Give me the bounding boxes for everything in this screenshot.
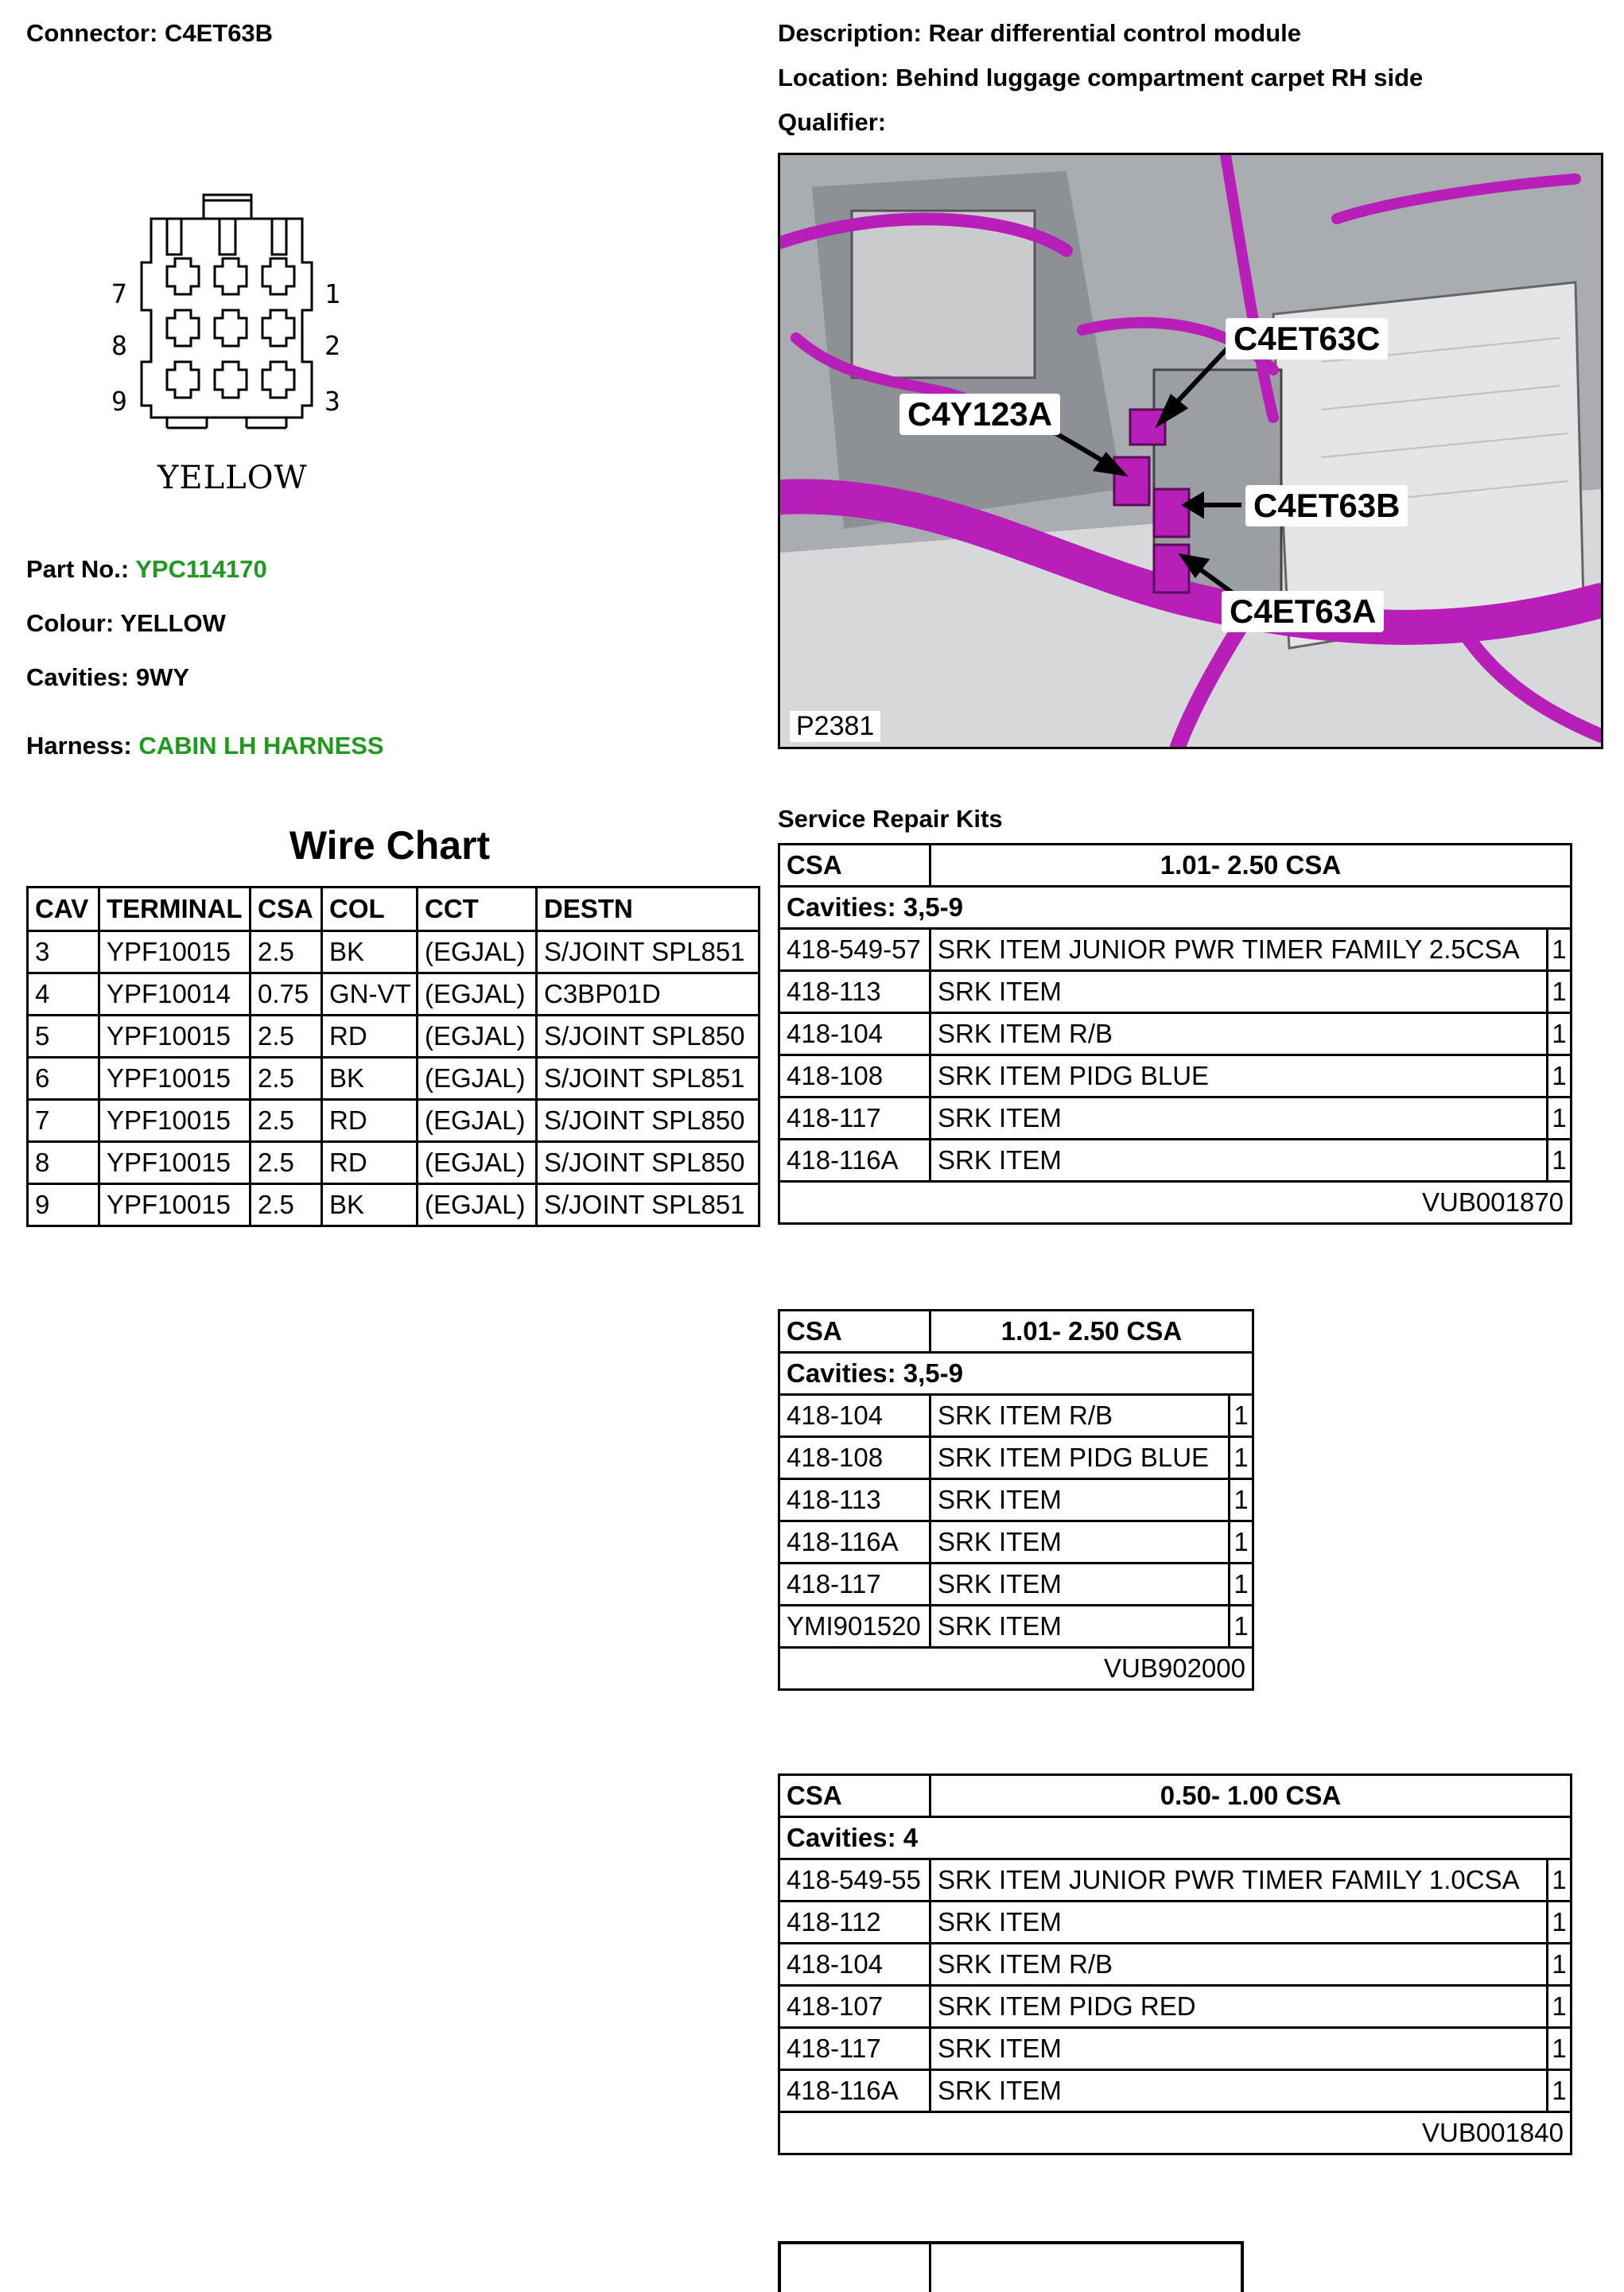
wire-chart-title: Wire Chart <box>289 823 491 868</box>
kit-part-number: 418-549-55 <box>779 1859 930 1902</box>
kit-item-description: SRK ITEM R/B <box>930 1944 1548 1986</box>
kit-item-quantity: 1 <box>1230 1479 1253 1521</box>
kit-part-number: 418-113 <box>779 971 930 1013</box>
location-value: Behind luggage compartment carpet RH side <box>896 64 1424 91</box>
kit-item-quantity: 1 <box>1548 1902 1572 1944</box>
kit-item-quantity: 1 <box>1548 2070 1572 2112</box>
wire-destination-cell: S/JOINT SPL850 <box>537 1142 760 1184</box>
kit-item-quantity: 1 <box>1230 1606 1253 1648</box>
wire-chart-row <box>28 1100 760 1142</box>
wire-circuit-cell: (EGJAL) <box>418 1016 537 1058</box>
cavities-label: Cavities: <box>26 663 130 691</box>
harness-field <box>26 732 384 760</box>
kit-item-description: SRK ITEM <box>930 1521 1230 1564</box>
wire-colour-cell: RD <box>322 1100 418 1142</box>
wire-chart-row <box>28 1016 760 1058</box>
wire-destination-cell: C3BP01D <box>537 973 760 1016</box>
kit-item-row <box>779 1013 1572 1055</box>
colour-value: YELLOW <box>120 609 226 637</box>
col-terminal-header: TERMINAL <box>99 888 251 931</box>
wire-destination-cell: S/JOINT SPL851 <box>537 1058 760 1100</box>
description-value: Rear differential control module <box>928 19 1301 47</box>
wire-chart-table <box>26 886 760 1227</box>
kit-item-description: SRK ITEM R/B <box>930 1395 1230 1437</box>
col-cct-header: CCT <box>418 888 537 931</box>
photo-reference: P2381 <box>790 711 880 742</box>
wire-cav-cell: 4 <box>28 973 99 1016</box>
wire-cav-cell: 8 <box>28 1142 99 1184</box>
kit-item-row <box>779 929 1572 971</box>
kit-item-quantity: 1 <box>1230 1521 1253 1564</box>
kit-csa-label: CSA <box>779 1311 930 1353</box>
description-field <box>778 19 1301 48</box>
wire-terminal-cell: YPF10015 <box>99 1058 251 1100</box>
kit-cavities-row <box>779 1353 1253 1395</box>
kit-item-quantity: 1 <box>1548 971 1572 1013</box>
photo-callout-c4et63b: C4ET63B <box>1245 485 1408 526</box>
wire-destination-cell: S/JOINT SPL851 <box>537 931 760 973</box>
kit-item-quantity: 1 <box>1548 1140 1572 1182</box>
kit-reference: VUB001870 <box>779 1182 1572 1224</box>
wire-chart-row <box>28 1184 760 1226</box>
kit-item-row <box>779 971 1572 1013</box>
kit-item-quantity: 1 <box>1230 1437 1253 1479</box>
kit-reference-row <box>779 2112 1572 2154</box>
kit-item-quantity: 1 <box>1548 1986 1572 2028</box>
wire-csa-cell: 2.5 <box>251 931 322 973</box>
kit-item-quantity: 1 <box>1230 1564 1253 1606</box>
wire-chart-row <box>28 973 760 1016</box>
wire-circuit-cell: (EGJAL) <box>418 1184 537 1226</box>
kit-item-row <box>779 1140 1572 1182</box>
wire-csa-cell: 2.5 <box>251 1058 322 1100</box>
kit-part-number: 418-116A <box>779 1140 930 1182</box>
connector-color-caption: YELLOW <box>157 460 308 496</box>
repair-kit-table <box>778 1773 1572 2155</box>
kit-part-number: 418-117 <box>779 2028 930 2070</box>
kit-part-number: 418-117 <box>779 1097 930 1140</box>
repair-kit-table <box>778 843 1572 1225</box>
next-kit-table-divider <box>929 2244 931 2292</box>
kit-part-number: YMI901520 <box>779 1606 930 1648</box>
kit-item-row <box>779 1479 1253 1521</box>
wire-csa-cell: 2.5 <box>251 1142 322 1184</box>
part-no-label: Part No.: <box>26 555 130 583</box>
kit-item-quantity: 1 <box>1548 2028 1572 2070</box>
kit-item-description: SRK ITEM <box>930 2028 1548 2070</box>
qualifier-label: Qualifier: <box>778 108 887 136</box>
kit-reference-row <box>779 1648 1253 1690</box>
wire-circuit-cell: (EGJAL) <box>418 1058 537 1100</box>
kit-cavities-row <box>779 1817 1572 1859</box>
wire-colour-cell: BK <box>322 1184 418 1226</box>
wire-csa-cell: 0.75 <box>251 973 322 1016</box>
kit-item-description: SRK ITEM JUNIOR PWR TIMER FAMILY 2.5CSA <box>930 929 1548 971</box>
kit-item-row <box>779 1437 1253 1479</box>
pin-label-2: 2 <box>324 330 340 361</box>
kit-item-description: SRK ITEM <box>930 971 1548 1013</box>
repair-kit-table <box>778 1309 1254 1691</box>
cavities-field <box>26 663 189 692</box>
harness-label: Harness: <box>26 732 132 759</box>
kit-header-row <box>779 1775 1572 1817</box>
wire-chart-header-row <box>28 888 760 931</box>
wire-cav-cell: 6 <box>28 1058 99 1100</box>
wire-terminal-cell: YPF10015 <box>99 1142 251 1184</box>
kit-csa-label: CSA <box>779 1775 930 1817</box>
col-csa-header: CSA <box>251 888 322 931</box>
wire-cav-cell: 3 <box>28 931 99 973</box>
kit-item-row <box>779 1564 1253 1606</box>
wire-destination-cell: S/JOINT SPL850 <box>537 1100 760 1142</box>
wire-terminal-cell: YPF10015 <box>99 931 251 973</box>
col-col-header: COL <box>322 888 418 931</box>
wire-colour-cell: GN-VT <box>322 973 418 1016</box>
wire-circuit-cell: (EGJAL) <box>418 1142 537 1184</box>
kit-item-description: SRK ITEM <box>930 1479 1230 1521</box>
connector-face-diagram <box>103 191 342 437</box>
kit-item-description: SRK ITEM JUNIOR PWR TIMER FAMILY 1.0CSA <box>930 1859 1548 1902</box>
kit-item-quantity: 1 <box>1548 929 1572 971</box>
kit-item-row <box>779 1395 1253 1437</box>
kit-csa-range: 0.50- 1.00 CSA <box>930 1775 1572 1817</box>
wire-chart-row <box>28 1142 760 1184</box>
service-repair-kits-title: Service Repair Kits <box>778 805 1003 833</box>
kit-reference: VUB902000 <box>779 1648 1253 1690</box>
kit-item-description: SRK ITEM <box>930 1902 1548 1944</box>
photo-callout-c4et63a: C4ET63A <box>1222 591 1384 632</box>
colour-label: Colour: <box>26 609 115 637</box>
pin-label-8: 8 <box>111 330 127 361</box>
kit-part-number: 418-116A <box>779 2070 930 2112</box>
kit-item-row <box>779 2028 1572 2070</box>
wire-terminal-cell: YPF10015 <box>99 1184 251 1226</box>
wire-circuit-cell: (EGJAL) <box>418 931 537 973</box>
photo-callout-c4et63c: C4ET63C <box>1226 318 1388 359</box>
part-no-link[interactable]: YPC114170 <box>135 555 267 583</box>
wire-circuit-cell: (EGJAL) <box>418 1100 537 1142</box>
kit-reference: VUB001840 <box>779 2112 1572 2154</box>
kit-item-row <box>779 1055 1572 1097</box>
kit-part-number: 418-104 <box>779 1944 930 1986</box>
kit-item-row <box>779 2070 1572 2112</box>
wire-csa-cell: 2.5 <box>251 1100 322 1142</box>
wire-cav-cell: 5 <box>28 1016 99 1058</box>
photo-callout-c4y123a: C4Y123A <box>899 394 1060 435</box>
wire-cav-cell: 7 <box>28 1100 99 1142</box>
harness-link[interactable]: CABIN LH HARNESS <box>138 732 384 759</box>
kit-item-quantity: 1 <box>1230 1395 1253 1437</box>
connector-value: C4ET63B <box>164 19 274 47</box>
kit-cavities: Cavities: 3,5-9 <box>779 887 1572 929</box>
wire-destination-cell: S/JOINT SPL851 <box>537 1184 760 1226</box>
kit-item-row <box>779 1859 1572 1902</box>
kit-part-number: 418-112 <box>779 1902 930 1944</box>
kit-reference-row <box>779 1182 1572 1224</box>
wire-circuit-cell: (EGJAL) <box>418 973 537 1016</box>
qualifier-field <box>778 108 886 137</box>
wire-terminal-cell: YPF10015 <box>99 1016 251 1058</box>
kit-item-description: SRK ITEM R/B <box>930 1013 1548 1055</box>
pin-label-1: 1 <box>324 278 340 309</box>
kit-csa-range: 1.01- 2.50 CSA <box>930 1311 1253 1353</box>
kit-part-number: 418-107 <box>779 1986 930 2028</box>
kit-item-row <box>779 1097 1572 1140</box>
kit-item-row <box>779 1521 1253 1564</box>
connector-field <box>26 19 273 48</box>
wire-colour-cell: BK <box>322 931 418 973</box>
kit-item-quantity: 1 <box>1548 1013 1572 1055</box>
kit-item-description: SRK ITEM <box>930 1140 1548 1182</box>
pin-label-7: 7 <box>111 278 127 309</box>
wire-terminal-cell: YPF10014 <box>99 973 251 1016</box>
kit-part-number: 418-104 <box>779 1013 930 1055</box>
next-kit-table-partial <box>778 2241 1244 2292</box>
kit-item-description: SRK ITEM PIDG BLUE <box>930 1437 1230 1479</box>
kit-item-description: SRK ITEM <box>930 1564 1230 1606</box>
kit-header-row <box>779 1311 1253 1353</box>
kit-part-number: 418-549-57 <box>779 929 930 971</box>
pin-label-9: 9 <box>111 386 127 417</box>
location-photo <box>778 153 1603 749</box>
wire-terminal-cell: YPF10015 <box>99 1100 251 1142</box>
wire-destination-cell: S/JOINT SPL850 <box>537 1016 760 1058</box>
kit-item-description: SRK ITEM <box>930 2070 1548 2112</box>
kit-item-description: SRK ITEM <box>930 1097 1548 1140</box>
wire-cav-cell: 9 <box>28 1184 99 1226</box>
kit-item-description: SRK ITEM PIDG RED <box>930 1986 1548 2028</box>
connector-label: Connector: <box>26 19 158 47</box>
col-cav-header: CAV <box>28 888 99 931</box>
kit-cavities-row <box>779 887 1572 929</box>
kit-part-number: 418-117 <box>779 1564 930 1606</box>
wire-csa-cell: 2.5 <box>251 1016 322 1058</box>
kit-item-row <box>779 1606 1253 1648</box>
part-no-field <box>26 555 267 584</box>
wire-chart-row <box>28 1058 760 1100</box>
kit-cavities: Cavities: 3,5-9 <box>779 1353 1253 1395</box>
kit-part-number: 418-104 <box>779 1395 930 1437</box>
description-label: Description: <box>778 19 922 47</box>
kit-cavities: Cavities: 4 <box>779 1817 1572 1859</box>
cavities-value: 9WY <box>135 663 190 691</box>
kit-item-quantity: 1 <box>1548 1944 1572 1986</box>
kit-item-description: SRK ITEM PIDG BLUE <box>930 1055 1548 1097</box>
pin-label-3: 3 <box>324 386 340 417</box>
location-label: Location: <box>778 64 889 91</box>
kit-part-number: 418-113 <box>779 1479 930 1521</box>
kit-item-quantity: 1 <box>1548 1055 1572 1097</box>
kit-part-number: 418-116A <box>779 1521 930 1564</box>
kit-header-row <box>779 845 1572 887</box>
location-photo-illustration <box>780 155 1601 747</box>
kit-item-quantity: 1 <box>1548 1859 1572 1902</box>
wire-colour-cell: RD <box>322 1016 418 1058</box>
kit-item-description: SRK ITEM <box>930 1606 1230 1648</box>
kit-csa-label: CSA <box>779 845 930 887</box>
location-field <box>778 64 1423 92</box>
kit-item-row <box>779 1944 1572 1986</box>
kit-part-number: 418-108 <box>779 1055 930 1097</box>
kit-csa-range: 1.01- 2.50 CSA <box>930 845 1572 887</box>
kit-item-row <box>779 1986 1572 2028</box>
col-destn-header: DESTN <box>537 888 760 931</box>
wire-colour-cell: BK <box>322 1058 418 1100</box>
wire-colour-cell: RD <box>322 1142 418 1184</box>
wire-chart-row <box>28 931 760 973</box>
kit-part-number: 418-108 <box>779 1437 930 1479</box>
kit-item-row <box>779 1902 1572 1944</box>
colour-field <box>26 609 226 638</box>
wire-csa-cell: 2.5 <box>251 1184 322 1226</box>
kit-item-quantity: 1 <box>1548 1097 1572 1140</box>
